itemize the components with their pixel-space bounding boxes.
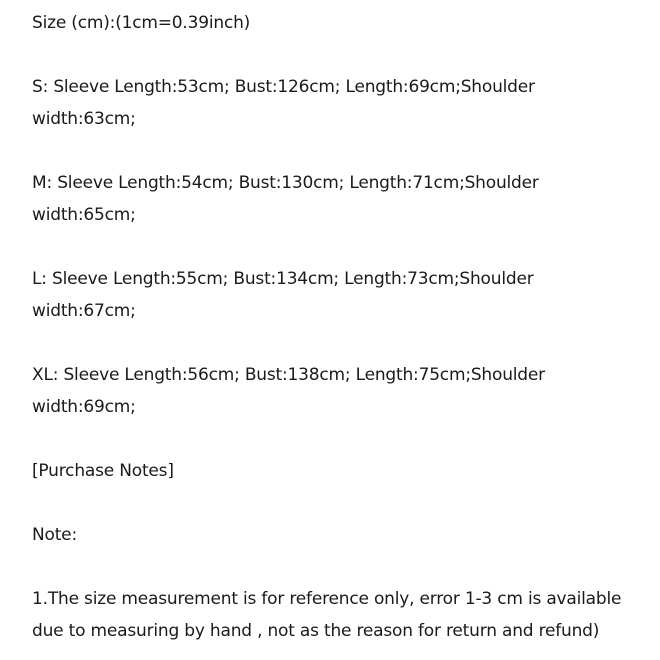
note-label-text: Note: bbox=[32, 525, 77, 545]
size-header-text: Size (cm):(1cm=0.39inch) bbox=[32, 13, 251, 33]
size-entry-m-line-2: width:65cm; bbox=[32, 205, 136, 225]
purchase-notes-heading-text: [Purchase Notes] bbox=[32, 461, 174, 481]
product-size-document bbox=[32, 0, 642, 647]
spacer bbox=[32, 487, 642, 519]
spacer bbox=[32, 551, 642, 583]
size-entry-l bbox=[32, 263, 642, 327]
size-entry-xl-line-1: XL: Sleeve Length:56cm; Bust:138cm; Length:75cm;Shoulder bbox=[32, 365, 545, 385]
spacer bbox=[32, 135, 642, 167]
size-entry-s-line-1: S: Sleeve Length:53cm; Bust:126cm; Length:69cm;Shoulder bbox=[32, 77, 535, 97]
size-entry-m bbox=[32, 167, 642, 231]
size-entry-l-line-2: width:67cm; bbox=[32, 301, 136, 321]
spacer bbox=[32, 327, 642, 359]
size-entry-m-line-1: M: Sleeve Length:54cm; Bust:130cm; Length:71cm;Shoulder bbox=[32, 173, 539, 193]
note-item-1-line-1: 1.The size measurement is for reference only, error 1-3 cm is available bbox=[32, 589, 622, 609]
size-entry-l-line-1: L: Sleeve Length:55cm; Bust:134cm; Length:73cm;Shoulder bbox=[32, 269, 534, 289]
size-entry-s-line-2: width:63cm; bbox=[32, 109, 136, 129]
note-label bbox=[32, 519, 642, 551]
size-header bbox=[32, 7, 642, 39]
size-entry-s bbox=[32, 71, 642, 135]
size-entry-xl-line-2: width:69cm; bbox=[32, 397, 136, 417]
size-entry-xl bbox=[32, 359, 642, 423]
purchase-notes-heading bbox=[32, 455, 642, 487]
spacer bbox=[32, 39, 642, 71]
note-item-1 bbox=[32, 583, 642, 647]
spacer bbox=[32, 423, 642, 455]
note-item-1-line-2: due to measuring by hand , not as the reason for return and refund) bbox=[32, 621, 600, 641]
spacer bbox=[32, 231, 642, 263]
